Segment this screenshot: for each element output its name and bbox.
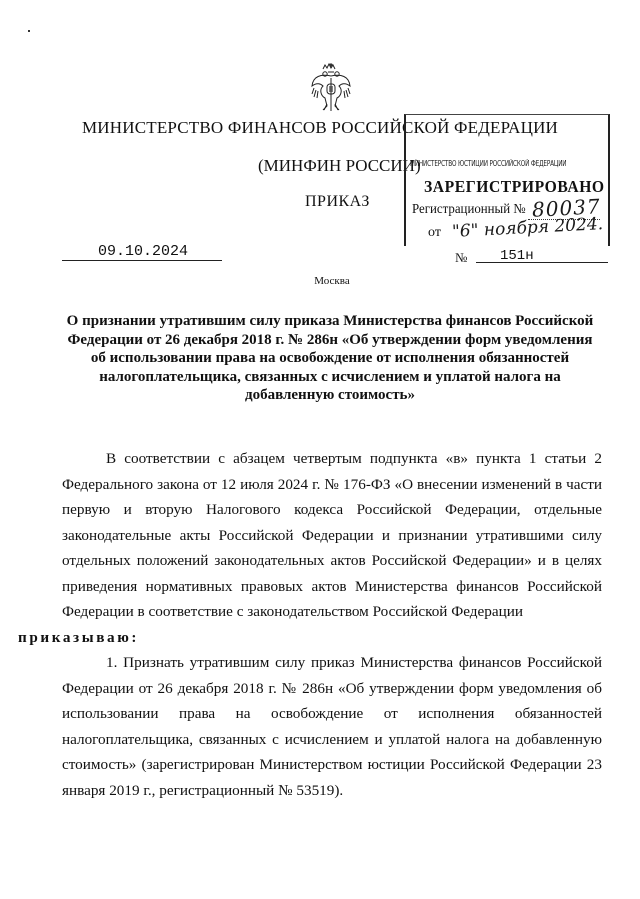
- order-number-underline: [476, 262, 608, 263]
- stamp-status: ЗАРЕГИСТРИРОВАНО: [424, 177, 605, 196]
- order-number: 151н: [500, 248, 534, 264]
- preamble-text: В соответствии с абзацем четвертым подпункта «в» пункта 1 статьи 2 Федерального закона от 12 июля 2024 г. № 176-ФЗ «О внесении изменений в части первую и вторую Налогового кодекса Российской Федерации, отдельные законодательные акты Российской Федерации и признании утратившими силу отдельных положений законодательных актов Российской Федерации» и в целях приведения нормативных правовых актов Министерства финансов Российской Федерации в соответствие с законодательством Российской Федерации: [62, 450, 602, 620]
- document-type: ПРИКАЗ: [305, 193, 370, 210]
- clause-1-paragraph: 1. Признать утратившим силу приказ Министерства финансов Российской Федерации от 26 декабря 2018 г. № 286н «Об утверждении форм уведомления об использовании права на освобождение от исполнения обязанностей налогоплательщика, связанных с исчислением и уплатой налога на добавленную стоимость» (зарегистрирован Министерством юстиции Российской Федерации 23 января 2019 г., регистрационный № 53519).: [62, 654, 602, 799]
- stamp-registration-date: "6" ноября 2024.: [451, 214, 604, 242]
- stamp-organization: МИНИСТЕРСТВО ЮСТИЦИИ РОССИЙСКОЙ ФЕДЕРАЦИИ: [410, 159, 567, 168]
- order-title: О признании утратившим силу приказа Министерства финансов Российской Федерации от 26 декабря 2018 г. № 286н «Об утверждении форм уведомления об использовании права на освобождение от исполнения обязанностей налогоплательщика, связанных с исчислением и уплатой налога на добавленную стоимость»: [66, 313, 594, 403]
- scan-speck: [28, 30, 30, 32]
- order-date: 09.10.2024: [98, 243, 189, 260]
- preamble-paragraph: [18, 446, 602, 650]
- stamp-registration-number: 80037: [531, 194, 602, 222]
- order-number-sign: №: [455, 250, 468, 265]
- ministry-name: МИНИСТЕРСТВО ФИНАНСОВ РОССИЙСКОЙ ФЕДЕРАЦИИ: [81, 118, 559, 137]
- city: Москва: [314, 275, 350, 287]
- order-date-underline: [62, 260, 222, 261]
- coat-of-arms-icon: [309, 60, 353, 114]
- stamp-date-prefix: от: [428, 225, 441, 240]
- orders-word: приказываю:: [18, 628, 140, 646]
- stamp-registration-label: Регистрационный №: [412, 202, 526, 217]
- ministry-short-name: (МИНФИН РОССИИ): [258, 156, 421, 175]
